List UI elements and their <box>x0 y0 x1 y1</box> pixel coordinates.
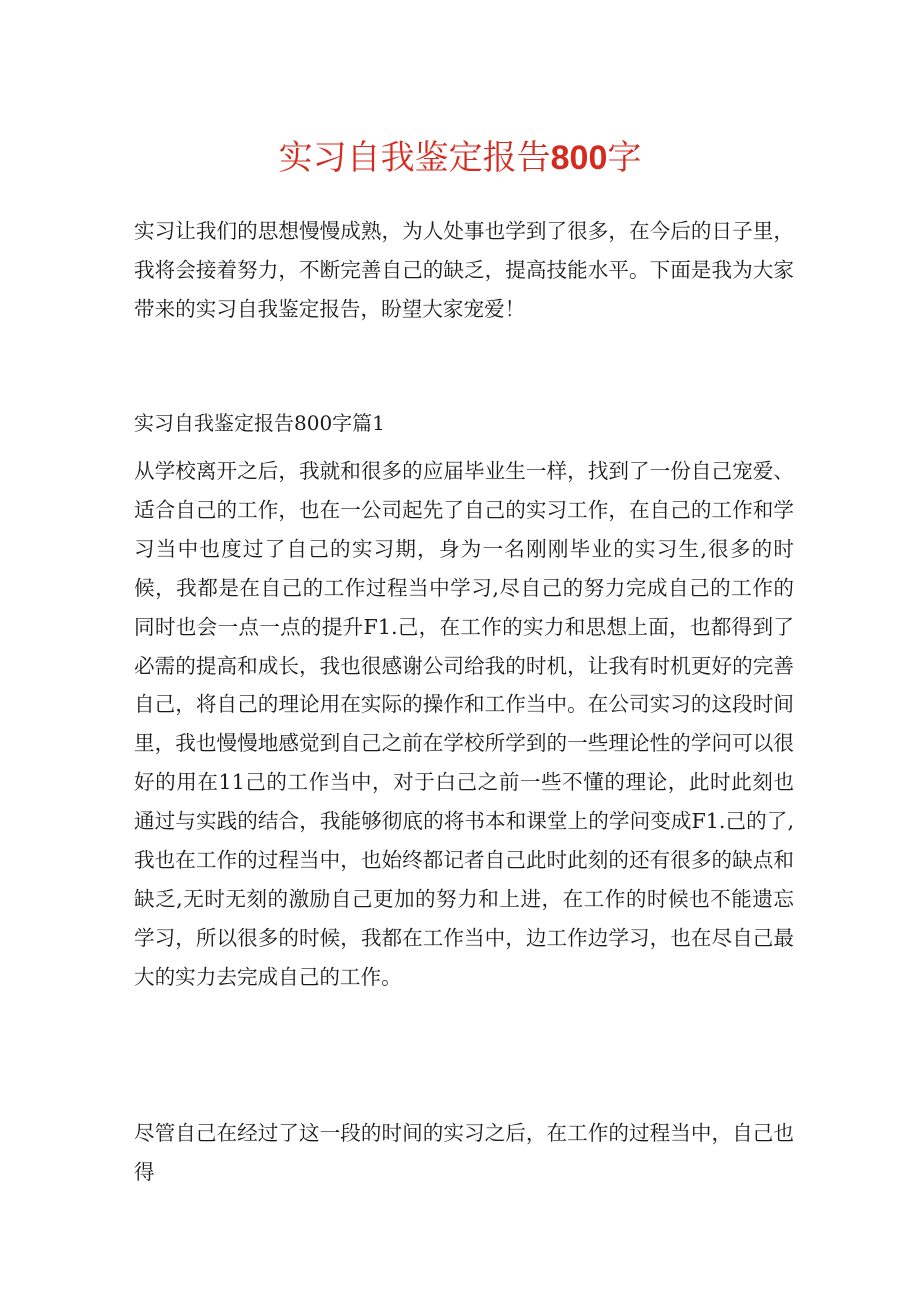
body-paragraph: 从学校离开之后，我就和很多的应届毕业生一样，找到了一份自己宠爱、适合自己的工作，也在一公司起先了自己的实习工作，在自己的工作和学习当中也度过了自己的实习期，身为一名刚刚毕业的实习生,很多的时候，我都是在自己的工作过程当中学习,尽自己的努力完成自己的工作的同时也会一点一点的提升F1.己，在工作的实力和思想上面，也都得到了必需的提高和成长，我也很感谢公司给我的时机，让我有时机更好的完善自己，将自己的理论用在实际的操作和工作当中。在公司实习的这段时间里，我也慢慢地感觉到自己之前在学校所学到的一些理论性的学问可以很好的用在11己的工作当中，对于白己之前一些不懂的理论，此时此刻也通过与实践的结合，我能够彻底的将书本和课堂上的学问变成F1.己的了,我也在工作的过程当中，也始终都记者自己此时此刻的还有很多的缺点和缺乏,无时无刻的激励自己更加的努力和上进，在工作的时候也不能遗忘学习，所以很多的时候，我都在工作当中，边工作边学习，也在尽自己最大的实力去完成自己的工作。 <box>134 459 794 989</box>
section-heading: 实习自我鉴定报告800字篇1 <box>134 411 385 435</box>
body-paragraph-continued: 尽管自己在经过了这一段的时间的实习之后，在工作的过程当中，自己也得 <box>134 1121 794 1184</box>
title-suffix: 字 <box>607 138 642 178</box>
intro-paragraph: 实习让我们的思想慢慢成熟，为人处事也学到了很多，在今后的日子里，我将会接着努力，不断完善自己的缺乏，提高技能水平。下面是我为大家带来的实习自我鉴定报告，盼望大家宠爱！ <box>134 219 794 321</box>
title-number: 800 <box>550 139 608 177</box>
title-text: 实习自我鉴定报告 <box>278 138 551 178</box>
document-title <box>0 132 920 184</box>
